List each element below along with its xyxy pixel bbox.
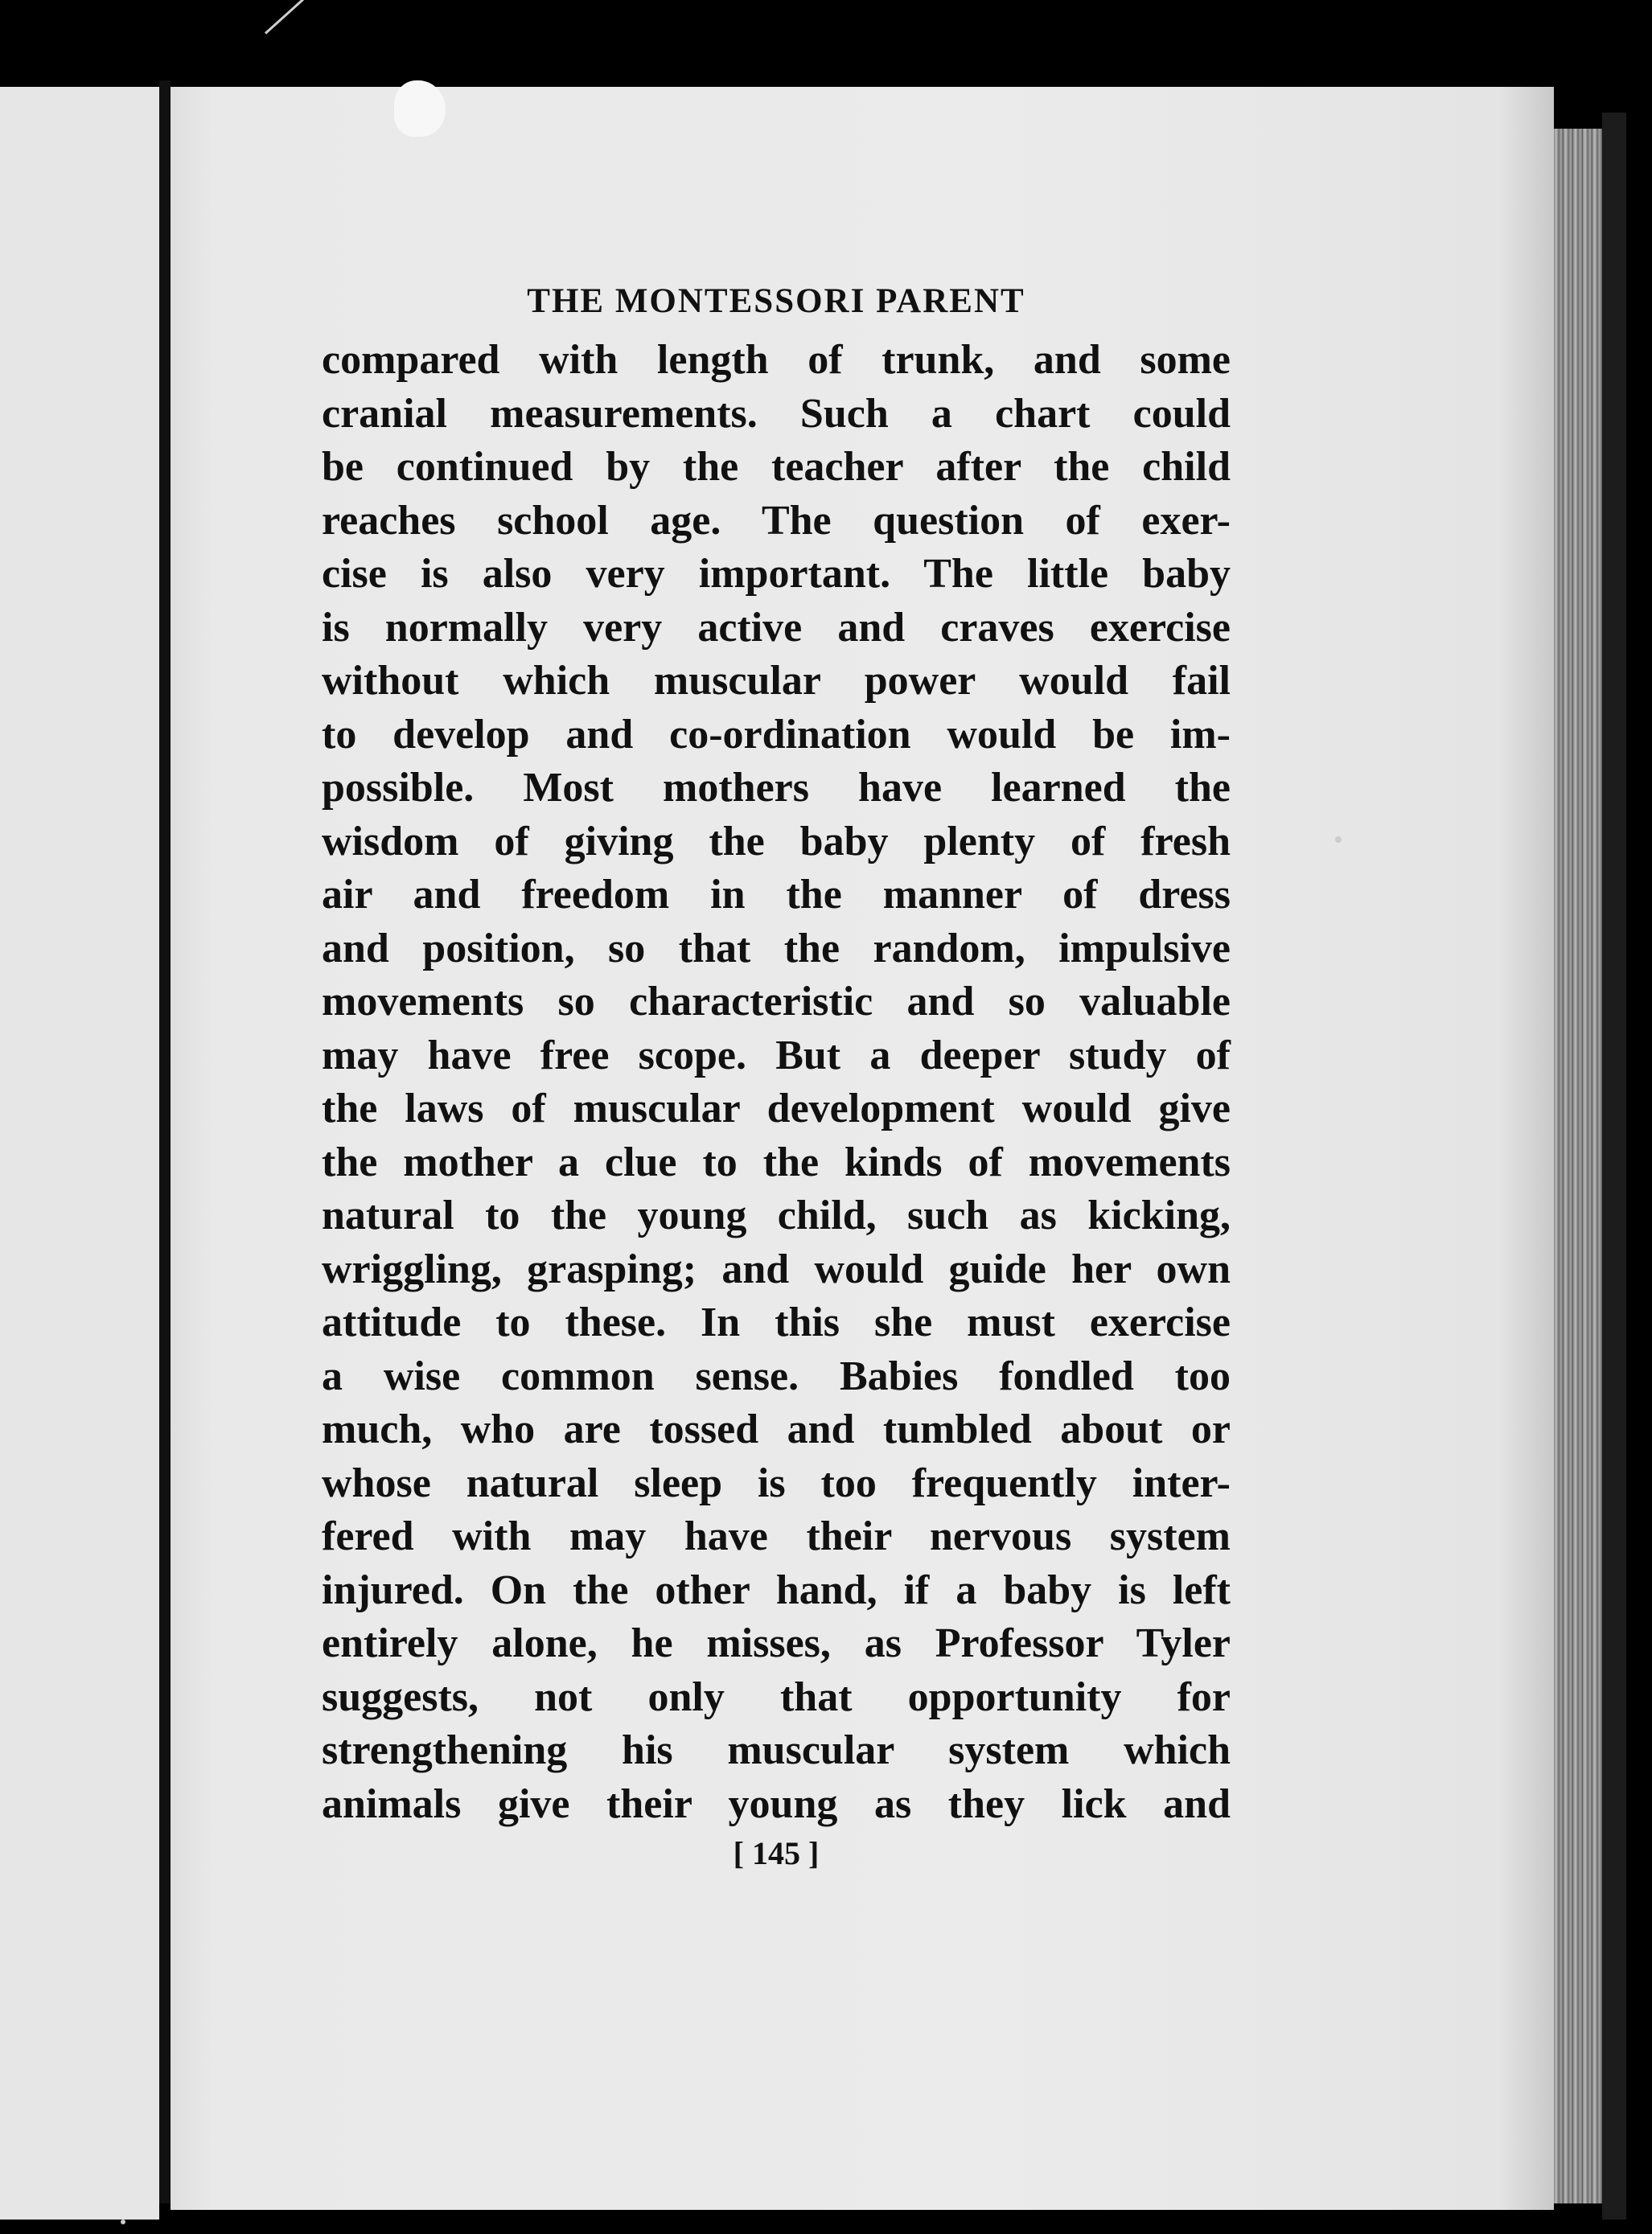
left-page-margin [0, 87, 159, 2220]
text-line: animals give their young as they lick and [322, 1780, 1231, 1827]
page-content [322, 281, 1255, 1872]
book-page-edges [1554, 129, 1602, 2203]
text-line: attitude to these. In this she must exercise [322, 1300, 1231, 1345]
text-line: much, who are tossed and tumbled about or [322, 1407, 1231, 1452]
text-line: is normally very active and craves exercise [322, 604, 1231, 651]
text-line: be continued by the teacher after the child [322, 444, 1231, 490]
scan-scratch-mark [265, 0, 344, 35]
text-line: suggests, not only that opportunity for [322, 1673, 1231, 1720]
text-line: may have free scope. But a deeper study of [322, 1032, 1231, 1078]
body-text [322, 334, 1231, 1831]
text-line: and position, so that the random, impulsive [322, 925, 1231, 971]
text-line: wriggling, grasping; and would guide her own [322, 1246, 1231, 1292]
text-line: cise is also very important. The little baby [322, 551, 1231, 597]
scan-blot-mark [394, 80, 446, 137]
gutter-shadow [159, 80, 171, 2203]
text-line: a wise common sense. Babies fondled too [322, 1353, 1231, 1399]
text-line: movements so characteristic and so valuable [322, 979, 1231, 1025]
text-line: to develop and co-ordination would be im- [322, 711, 1231, 758]
text-line: the mother a clue to the kinds of movements [322, 1139, 1231, 1185]
running-head: THE MONTESSORI PARENT [527, 282, 1025, 320]
text-line: compared with length of trunk, and some [322, 337, 1231, 383]
text-line: natural to the young child, such as kicking, [322, 1193, 1231, 1238]
text-line: the laws of muscular development would give [322, 1086, 1231, 1131]
text-line: fered with may have their nervous system [322, 1513, 1231, 1559]
text-line: air and freedom in the manner of dress [322, 872, 1231, 918]
text-line: without which muscular power would fail [322, 658, 1231, 704]
text-line: strengthening his muscular system which [322, 1727, 1231, 1773]
text-line: wisdom of giving the baby plenty of fresh [322, 818, 1231, 864]
book-cover-edge [1602, 113, 1626, 2220]
text-line: entirely alone, he misses, as Professor Tyler [322, 1620, 1231, 1666]
text-line: cranial measurements. Such a chart could [322, 390, 1231, 437]
scan-speck [1335, 836, 1342, 843]
scan-speck [121, 2220, 125, 2224]
page-number: [ 145 ] [733, 1835, 820, 1871]
text-line: possible. Most mothers have learned the [322, 765, 1231, 811]
text-line: reaches school age. The question of exer- [322, 497, 1231, 544]
text-line: whose natural sleep is too frequently inter- [322, 1460, 1231, 1506]
text-line: injured. On the other hand, if a baby is left [322, 1567, 1231, 1613]
